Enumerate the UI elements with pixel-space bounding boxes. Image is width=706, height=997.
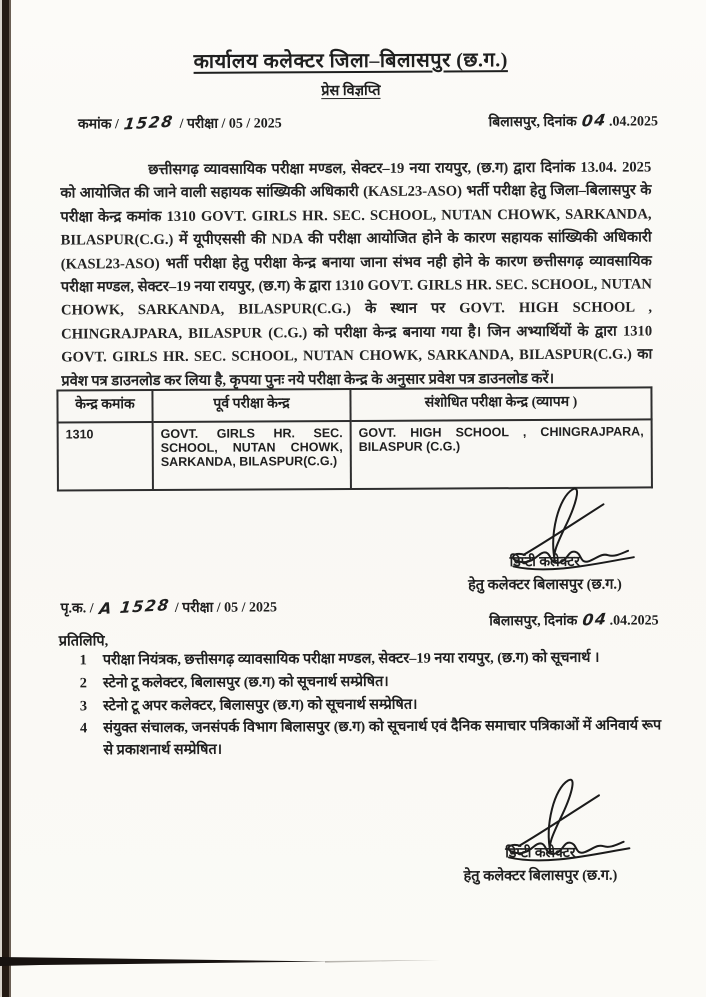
endorsement-suffix: / परीक्षा / 05 / 2025 — [174, 600, 278, 616]
scan-fold-line-artifact — [0, 954, 460, 970]
reference-row — [78, 110, 658, 133]
list-item — [73, 670, 661, 695]
reference-prefix: कमांक / — [78, 117, 119, 133]
handwritten-date-day: 04 — [580, 110, 609, 131]
endorsement-place-date-label: बिलासपुर, दिनांक — [489, 613, 578, 630]
cell-revised-centre: GOVT. HIGH SCHOOL , CHINGRAJPARA, BILASPUR (C.G.) — [351, 419, 652, 489]
cell-centre-code: 1310 — [58, 422, 153, 490]
cell-previous-centre: GOVT. GIRLS HR. SEC. SCHOOL, NUTAN CHOWK, SARKANDA, BILASPUR(C.G.) — [153, 421, 351, 490]
reference-number — [78, 112, 282, 133]
list-item-number: 2 — [79, 675, 88, 692]
table-header-row — [57, 387, 651, 422]
handwritten-endorsement-date-day: 04 — [581, 609, 609, 630]
signature-block-bottom — [417, 776, 663, 885]
signatory-for-line: हेतु कलेक्टर बिलासपुर (छ.ग.) — [463, 867, 618, 885]
exam-centre-table — [56, 386, 653, 491]
body-paragraph: छत्तीसगढ़ व्यावसायिक परीक्षा मण्डल, सेक्टर–19 नया रायपुर, (छ.ग) द्वारा दिनांक 13.04. 2025 को आयोजित की जाने वाली सहायक सांख्यिकी अधिकारी (KASL23-ASO) भर्ती परीक्षा हेतु जिला–बिलासपुर के परीक्षा केन्द्र कमांक 1310 GOVT. GIRLS HR. SEC. SCHOOL, NUTAN CHOWK, SARKANDA, BILASPUR(C.G.) में यूपीएससी की NDA की परीक्षा आयोजित होने के कारण सहायक सांख्यिकी अधिकारी (KASL23-ASO) भर्ती परीक्षा हेतु परीक्षा केन्द्र बनाया जाना संभव नही होने के कारण छत्तीसगढ़ व्यावसायिक परीक्षा मण्डल, सेक्टर–19 नया रायपुर, (छ.ग) के द्वारा 1310 GOVT. GIRLS HR. SEC. SCHOOL, NUTAN CHOWK, SARKANDA, BILASPUR(C.G.) के स्थान पर GOVT. HIGH SCHOOL , CHINGRAJPARA, BILASPUR (C.G.) को परीक्षा केन्द्र बनाया गया है। जिन अभ्यार्थियों के द्वारा 1310 GOVT. GIRLS HR. SEC. SCHOOL, NUTAN CHOWK, SARKANDA, BILASPUR(C.G.) का प्रवेश पत्र डाउनलोड कर लिया है, कृपया पुनः नये परीक्षा केन्द्र के अनुसार प्रवेश पत्र डाउनलोड करें। — [60, 159, 653, 390]
printed-date: .04.2025 — [608, 114, 659, 130]
list-item-number: 4 — [79, 720, 88, 737]
table-row — [58, 419, 652, 490]
endorsement-prefix: पृ.क. / — [60, 601, 94, 617]
list-item-number: 3 — [79, 697, 88, 715]
endorsement-printed-date: .04.2025 — [609, 613, 659, 629]
list-item-text: स्टेनो टू कलेक्टर, बिलासपुर (छ.ग) को सूचनार्थ सम्प्रेषित। — [102, 673, 389, 692]
signatory-for-line: हेतु कलेक्टर बिलासपुर (छ.ग.) — [468, 576, 622, 594]
signatory-designation: डिप्टी कलेक्टर — [509, 554, 581, 571]
place-and-date — [489, 110, 659, 131]
list-item-text: परीक्षा नियंत्रक, छत्तीसगढ़ व्यावसायिक परीक्षा मण्डल, सेक्टर–19 नया रायपुर, (छ.ग) को सूचनार्थ । — [102, 649, 600, 669]
header-centre-code: केन्द्र कमांक — [57, 390, 152, 422]
handwritten-reference-number: 1528 — [123, 111, 176, 134]
header-revised-centre: संशोधित परीक्षा केन्द्र (व्यापम ) — [350, 387, 651, 421]
copies-list — [73, 647, 662, 763]
list-item-text: स्टेनो टू अपर कलेक्टर, बिलासपुर (छ.ग) को सूचनार्थ सम्प्रेषित। — [103, 696, 418, 714]
list-item — [73, 693, 661, 718]
scan-edge-artifact — [0, 0, 12, 997]
office-title: कार्यालय कलेक्टर जिला–बिलासपुर (छ.ग.) — [193, 49, 508, 73]
endorsement-reference — [61, 596, 278, 617]
signatory-designation: डिप्टी कलेक्टर — [505, 845, 576, 862]
handwritten-endorsement-number: A 1528 — [97, 595, 171, 619]
copies-heading: प्रतिलिपि, — [58, 633, 109, 650]
press-release-subtitle: प्रेस विज्ञप्ति — [321, 82, 381, 100]
reference-suffix: / परीक्षा / 05 / 2025 — [179, 116, 282, 132]
list-item — [73, 716, 661, 763]
signature-block-top — [422, 485, 668, 594]
place-date-label: बिलासपुर, दिनांक — [488, 114, 577, 131]
list-item — [73, 647, 661, 672]
endorsement-place-date — [489, 609, 659, 630]
list-item-number: 1 — [79, 652, 87, 669]
list-item-text: संयुक्त संचालक, जनसंपर्क विभाग बिलासपुर (छ.ग) को सूचनार्थ एवं दैनिक समाचार पत्रिकाओं में अनिवार्य रूप से प्रकाशनार्थ सम्प्रेषित। — [103, 717, 662, 759]
header-previous-centre: पूर्व परीक्षा केन्द्र — [152, 389, 350, 422]
